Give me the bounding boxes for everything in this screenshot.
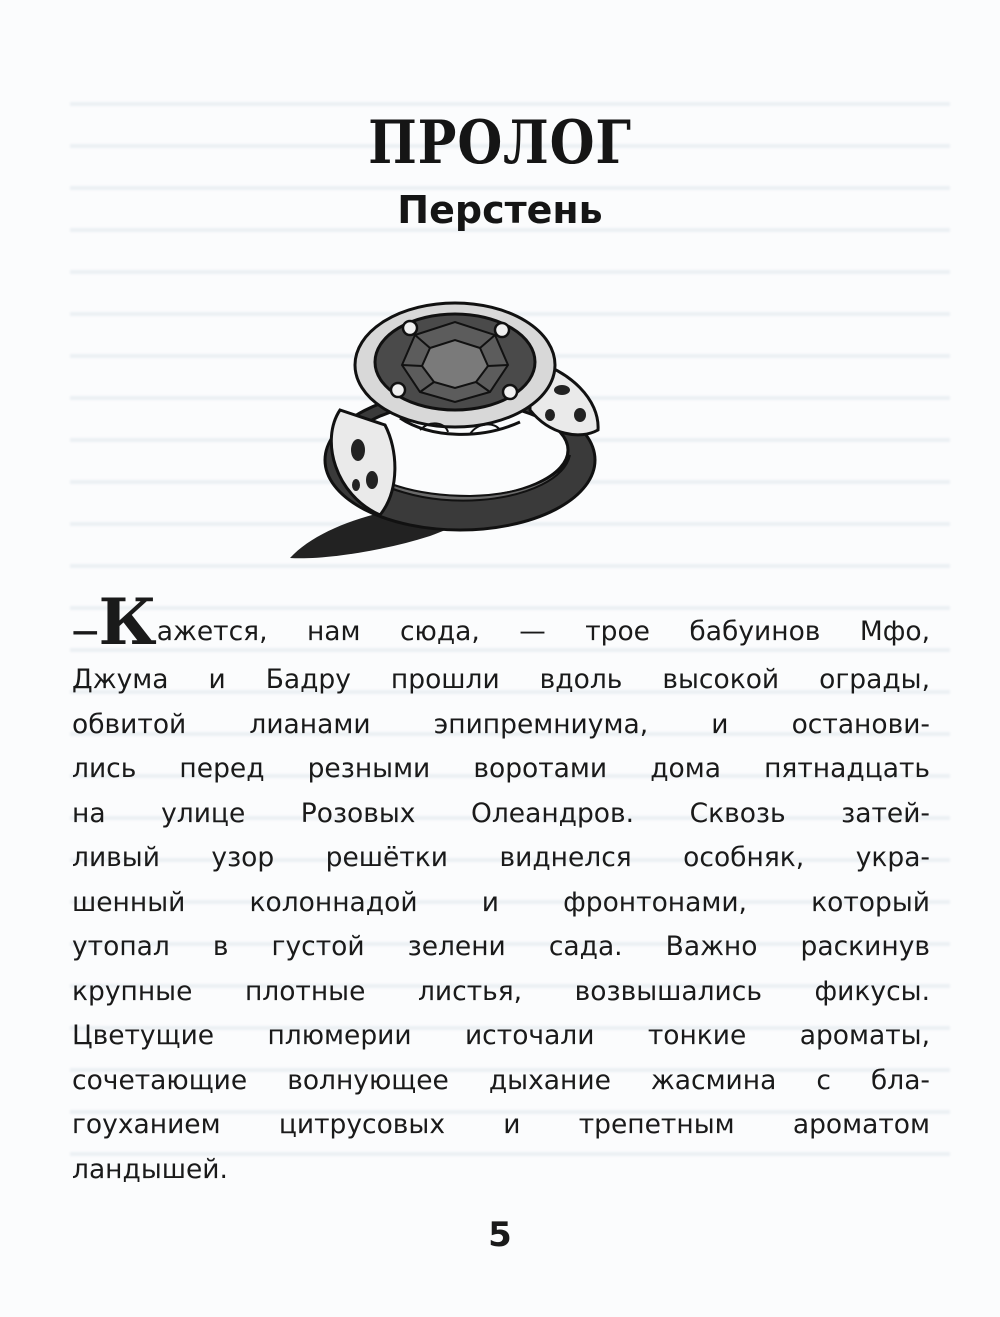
text-line: Джума и Бадру прошли вдоль высокой ограды, (72, 664, 930, 695)
drop-cap: К (98, 585, 157, 660)
text-line: ландышей. (72, 1153, 228, 1185)
ring-illustration-icon (280, 290, 640, 580)
text-line: сочетающие волнующее дыхание жасмина с бла- (72, 1064, 930, 1096)
text-line: шенный колоннадой и фронтонами, который (72, 886, 930, 918)
opening-dash: — (72, 616, 99, 647)
text-line: лись перед резными воротами дома пятнадцать (72, 753, 930, 784)
chapter-title: ПРОЛОГ (368, 108, 632, 178)
text-line: Цветущие плюмерии источали тонкие ароматы, (72, 1020, 930, 1051)
text-line: крупные плотные листья, возвышались фикусы. (72, 975, 930, 1007)
text-line: —Кажется, нам сюда, — трое бабуинов Мфо, (72, 585, 930, 660)
page-number: 5 (488, 1215, 512, 1255)
text-line: на улице Розовых Олеандров. Сквозь затей- (72, 797, 930, 829)
text-line: гоуханием цитрусовых и трепетным ароматом (72, 1109, 930, 1140)
story-text (72, 585, 930, 1192)
text-line: обвитой лианами эпипремниума, и останови- (72, 708, 930, 740)
text-line: утопал в густой зелени сада. Важно раскинув (72, 931, 930, 962)
chapter-subtitle: Перстень (397, 188, 603, 232)
text-line: ливый узор решётки виднелся особняк, укра- (72, 842, 930, 873)
